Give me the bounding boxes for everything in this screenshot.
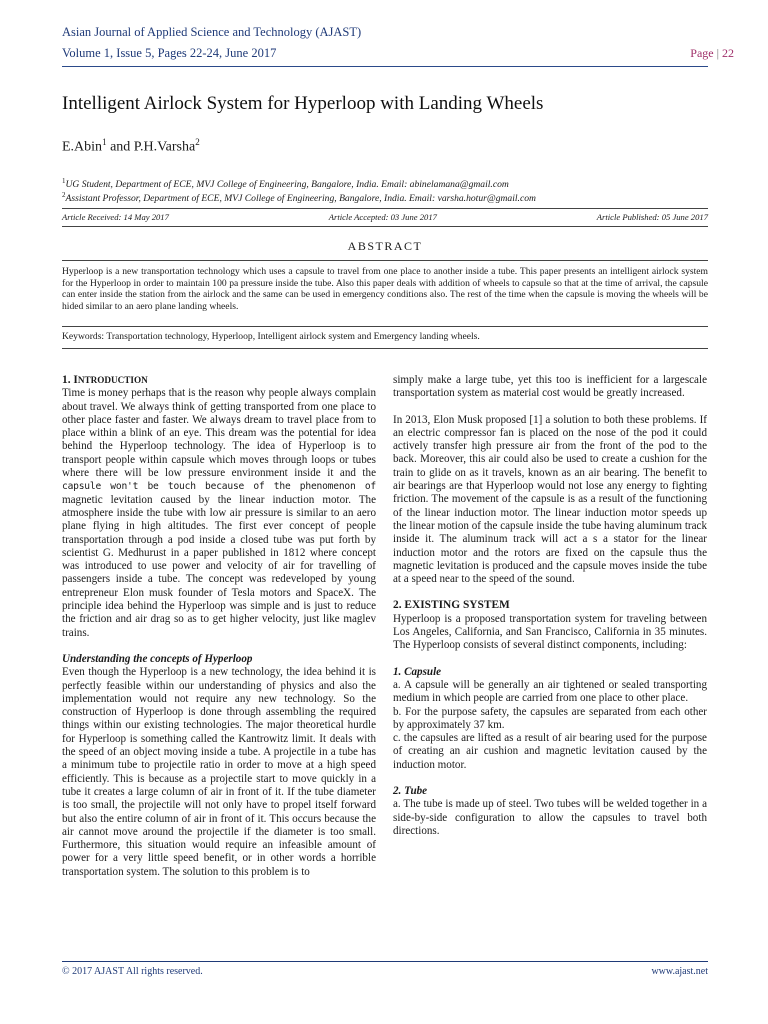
affiliation-1-sup: 1 — [62, 177, 66, 185]
affiliation-1 — [62, 177, 509, 190]
right-paragraph-1: simply make a large tube, yet this too is inefficient for a largescale transportation system as material cost would be greatly increased. — [393, 374, 707, 400]
dates-bottom-rule — [62, 226, 708, 227]
right-paragraph-2: In 2013, Elon Musk proposed [1] a solution to both these problems. If an electric compressor fan is placed on the nose of the pod it could actively transfer high pressure air from the front of the pod to the back. Moreover, this air could also be used to create a cushion for the train to glide on as it travels, known as an air bearing. The benefit to air bearings are that Hyperloop would not lose any energy to fighting friction. The movement of the capsule is as a result of the functioning of the linear induction motor. The linear induction motor speeds up the linear motion of the capsule inside the tube having aluminum track inside it. The aluminum track will act a s a stator for the linear induction motor and the rotors are fixed on the capsule thus the magnetic levitation is produced and the capsule moves inside the tube at a speed near to the speed of the sound. — [393, 413, 707, 586]
copyright-notice: © 2017 AJAST All rights reserved. — [62, 966, 203, 977]
abstract-heading: ABSTRACT — [347, 239, 423, 253]
intro-paragraph — [62, 387, 376, 640]
subsection-heading-concepts: Understanding the concepts of Hyperloop — [62, 652, 253, 665]
affiliation-2-sup: 2 — [62, 191, 66, 199]
abstract-text: Hyperloop is a new transportation technology which uses a capsule to travel from one place to another inside a tube. This paper presents an intelligent airlock system for the Hyperloop in order to maintain 100 pa pressure inside the tube. Also this paper deals with addition of wheels to capsule so that at the time of arrival, the capsule can enter inside the station from the airlock and the same can be used in emergency conditions also. The rest of the time when the capsule is moving the wheels will be hided similar to an aero plane landing wheels. — [62, 266, 708, 312]
intro-text-a: Time is money perhaps that is the reason why people always complain about travel. We always think of getting transported from one place to other place faster and faster. We always dream to travel place from to place within a blink of an eye. This dream was the potential for idea behind the Hyperloop technology. The idea of Hyperloop is to transport people within capsule which moves through loops or tubes where there will be low pressure environment inside it and the — [62, 387, 376, 480]
page-number — [690, 46, 734, 61]
right-column — [393, 374, 707, 838]
existing-system-paragraph: Hyperloop is a proposed transportation system for traveling between Los Angeles, California, and San Francisco, California in 35 minutes. The Hyperloop consists of several distinct components, including: — [393, 612, 707, 652]
keywords: Keywords: Transportation technology, Hyperloop, Intelligent airlock system and Emergency landing wheels. — [62, 331, 480, 342]
capsule-item-a: a. A capsule will be generally an air tightened or sealed transporting medium in which people are carried from one place to other place. — [393, 678, 707, 705]
paper-title: Intelligent Airlock System for Hyperloop with Landing Wheels — [62, 93, 544, 114]
author-conjunction: and — [106, 139, 134, 155]
website-link[interactable]: www.ajast.net — [651, 966, 708, 977]
tube-item-a: a. The tube is made up of steel. Two tubes will be welded together in a side-by-side configuration to allow the capsules to travel both directions. — [393, 798, 707, 837]
date-received: Article Received: 14 May 2017 — [62, 212, 169, 222]
intro-text-b: magnetic levitation caused by the linear induction motor. The atmosphere inside the tube with low air pressure is similar to an aero plane flying in high altitudes. The first ever concept of people transportation through a pod inside a closed tube was put forth by scientist G. Medhurust in a paper published in 1812 where concept was introduced to use power and velocity of air for travelling of passengers inside a tube. The concept was redeveloped by young entrepreneur Elon musk founder of Tesla motors and SpaceX. The principle idea behind the Hyperloop was simple and is just to reduce the friction and air drag so as to get higher velocity, just like maglev trains. — [62, 493, 376, 639]
subsection-heading-capsule: 1. Capsule — [393, 665, 442, 678]
abstract-top-rule — [62, 260, 708, 261]
keywords-rule — [62, 326, 708, 327]
concepts-paragraph: Even though the Hyperloop is a new technology, the idea behind it is perfectly feasible within our understanding of physics and also the implementation would not require any new technology. So the construction of Hyperloop is done through assembling the required things within our existing technologies. The major theoretical hurdle for Hyperloop is something called the Kantrowitz limit. It deals with the speed of an object moving inside a tube. A projectile in a tube has a minimum tube to projectile ratio in order to move at a high speed efficiently. This is because as a projectile start to move quickly in a tube it creates a large column of air in front of it. If the tube diameter is too small, the projectile will not only have to propel itself forward but also the entire column of air in front of it. This occurs because the air cannot move around the projectile if the diameter is too small. Furthermore, this situation would require an infeasible amount of power for a very little speed benefit, or in other words a horrible transportation system. The solution to this problem is to — [62, 666, 376, 878]
date-accepted: Article Accepted: 03 June 2017 — [328, 212, 437, 222]
article-dates — [62, 212, 708, 222]
intro-heading-num: 1. I — [62, 374, 78, 386]
journal-name: Asian Journal of Applied Science and Technology (AJAST) — [62, 25, 362, 39]
authors — [62, 137, 200, 156]
header-rule — [62, 66, 708, 67]
capsule-item-b: b. For the purpose safety, the capsules are separated from each other by approximately 37 km. — [393, 705, 707, 731]
capsule-item-c: c. the capsules are lifted as a result of air bearing used for the purpose of creating an air cushion and magnetic levitation caused by the induction motor. — [393, 732, 707, 771]
journal-volume: Volume 1, Issue 5, Pages 22-24, June 2017 — [62, 46, 277, 60]
page-number-value: 22 — [722, 46, 734, 60]
footer-rule — [62, 961, 708, 962]
abstract-bottom-rule — [62, 348, 708, 349]
dates-top-rule — [62, 208, 708, 209]
intro-heading-rest: NTRODUCTION — [77, 375, 148, 385]
date-published: Article Published: 05 June 2017 — [596, 212, 708, 222]
left-column — [62, 374, 376, 879]
section-heading-existing-system: 2. EXISTING SYSTEM — [393, 599, 510, 612]
author-2-sup: 2 — [195, 137, 200, 147]
page-label: Page — [690, 46, 714, 60]
affiliation-1-text: UG Student, Department of ECE, MVJ College of Engineering, Bangalore, India. Email: abinelamana@gmail.com — [65, 179, 509, 191]
page-separator: | — [716, 46, 719, 60]
affiliation-2-text: Assistant Professor, Department of ECE, MVJ College of Engineering, Bangalore, India. Email: varsha.hotur@gmail.com — [65, 193, 536, 205]
affiliation-2 — [62, 191, 536, 204]
author-1-sup: 1 — [102, 137, 107, 147]
section-heading-introduction — [62, 374, 376, 387]
author-2: P.H.Varsha — [133, 139, 196, 155]
subsection-heading-tube: 2. Tube — [393, 785, 428, 798]
author-1: E.Abin — [62, 139, 103, 155]
intro-text-mono: capsule won't be touch because of the phenomenon of — [62, 481, 376, 493]
